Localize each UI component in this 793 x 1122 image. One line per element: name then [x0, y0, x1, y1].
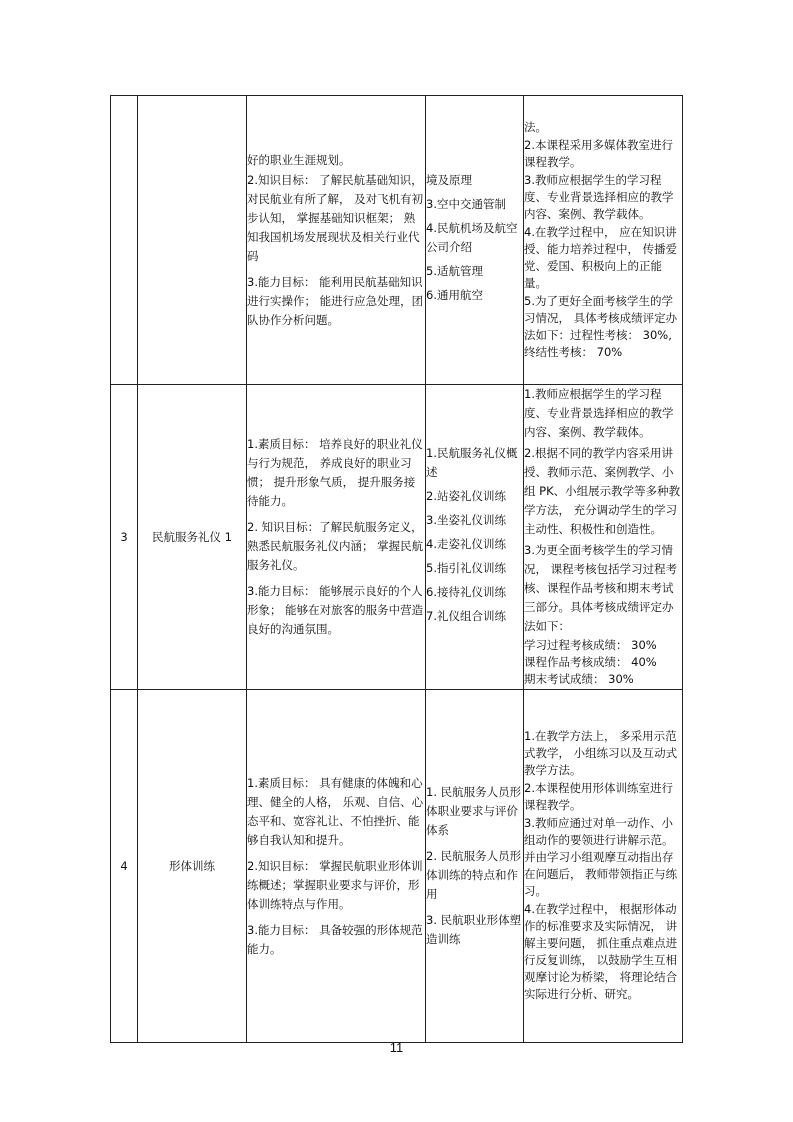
content-item: 2. 民航服务人员形体训练的特点和作用: [426, 849, 522, 901]
score-line: 期末考试成绩： 30%: [524, 672, 634, 686]
method-text: 2.本课程使用形体训练室进行课程教学。: [524, 781, 673, 812]
method-text: 3.教师应通过对单一动作、小组动作的要领进行讲解示范。并由学习小组观摩互动指出存在问题后， 教师带领指正与练习。: [524, 816, 678, 898]
content-item: 7.礼仪组合训练: [426, 608, 506, 623]
course-content-cell: [426, 385, 524, 690]
method-text: 1.教师应根据学生的学习程度、专业背景选择相应的教学内容、案例、教学载体。: [524, 387, 674, 439]
goal-text: 2. 知识目标：了解民航服务定义， 熟悉民航服务礼仪内涵； 掌握民航服务礼仪。: [247, 520, 424, 572]
method-text: 4.在教学过程中， 根据形体动作的标准要求及实际情况， 讲解主要问题， 抓住重点难点进行反复训练， 以鼓励学生互相观摩讨论为桥梁， 将理论结合实际进行分析、研究。: [524, 902, 678, 1001]
course-name-cell: 形体训练: [138, 690, 247, 1043]
goal-text: 2.知识目标： 掌握民航职业形体训练概述；掌握职业要求与评价，形体训练特点与作用。: [247, 858, 423, 911]
goal-text: 2.知识目标： 了解民航基础知识， 对民航业有所了解， 及对飞机有初步认知， 掌握基础知识框架； 熟知我国机场发展现状及相关行业代码: [247, 172, 424, 263]
goal-text: 1.素质目标： 培养良好的职业礼仪与行为规范， 养成良好的职业习惯； 提升形象气质， 提升服务接待能力。: [247, 437, 423, 508]
course-name-cell: 民航服务礼仪 1: [138, 385, 247, 690]
method-text: 3.教师应根据学生的学习程度、专业背景选择相应的教学内容、案例、教学载体。: [524, 172, 674, 221]
content-item: 6.接待礼仪训练: [426, 584, 506, 599]
goal-text: 好的职业生涯规划。: [247, 152, 351, 167]
content-item: 境及原理: [426, 172, 472, 187]
table-row: [111, 385, 683, 690]
content-item: 1. 民航服务人员形体职业要求与评价体系: [426, 785, 522, 837]
content-item: 4.民航机场及航空公司介绍: [426, 220, 518, 254]
goal-text: 1.素质目标： 具有健康的体魄和心理、健全的人格， 乐观、自信、心态平和、宽容礼让、不怕挫折、能够自我认知和提升。: [247, 775, 424, 847]
content-item: 3.坐姿礼仪训练: [426, 512, 506, 527]
method-text: 1.在教学方法上， 多采用示范式教学， 小组练习以及互动式教学方法。: [524, 729, 678, 777]
goal-text: 3.能力目标： 具备较强的形体规范能力。: [247, 922, 423, 956]
content-item: 5.指引礼仪训练: [426, 560, 506, 575]
row-number-cell: 4: [111, 690, 138, 1043]
method-text: 2.本课程采用多媒体教室进行课程教学。: [524, 137, 673, 169]
teaching-methods-cell: [524, 385, 683, 690]
table-row: [111, 690, 683, 1043]
row-number-cell: [111, 96, 138, 385]
method-text: 5.为了更好全面考核学生的学习情况， 具体考核成绩评定办法如下：过程性考核： 30%,终结性考核： 70%: [524, 293, 678, 359]
teaching-goals-cell: [247, 690, 426, 1043]
course-content-cell: [426, 96, 524, 385]
teaching-methods-cell: [524, 690, 683, 1043]
row-number-cell: 3: [111, 385, 138, 690]
page-number: 11: [389, 1040, 404, 1055]
method-text: 2.根据不同的教学内容采用讲授、教师示范、案例教学、小组 PK、小组展示教学等多种教学方法， 充分调动学生的学习主动性、积极性和创造性。: [524, 446, 681, 536]
course-content-cell: [426, 690, 524, 1043]
content-item: 6.通用航空: [426, 287, 483, 302]
table-row: [111, 96, 683, 385]
method-text: 4.在教学过程中， 应在知识讲授、能力培养过程中， 传播爱党、爱国、积极向上的正能量。: [524, 224, 678, 290]
content-item: 2.站姿礼仪训练: [426, 488, 506, 503]
score-line: 学习过程考核成绩： 30%: [524, 638, 657, 652]
course-table: [110, 95, 683, 1043]
content-item: 5.适航管理: [426, 263, 483, 278]
goal-text: 3.能力目标： 能利用民航基础知识进行实操作； 能进行应急处理，团队协作分析问题。: [247, 274, 424, 327]
course-name-cell: [138, 96, 247, 385]
score-line: 课程作品考核成绩： 40%: [524, 655, 657, 669]
content-item: 3.空中交通管制: [426, 196, 506, 211]
method-text: 法。: [524, 119, 547, 134]
content-item: 3. 民航职业形体塑造训练: [426, 913, 522, 946]
teaching-methods-cell: [524, 96, 683, 385]
content-item: 1.民航服务礼仪概述: [426, 445, 518, 479]
teaching-goals-cell: [247, 96, 426, 385]
method-text: 3.为更全面考核学生的学习情况， 课程考核包括学习过程考核、课程作品考核和期末考试三部分。具体考核成绩评定办法如下：: [524, 543, 678, 633]
content-item: 4.走姿礼仪训练: [426, 536, 506, 551]
teaching-goals-cell: [247, 385, 426, 690]
goal-text: 3.能力目标： 能够展示良好的个人形象； 能够在对旅客的服务中营造良好的沟通氛围。: [247, 584, 424, 636]
